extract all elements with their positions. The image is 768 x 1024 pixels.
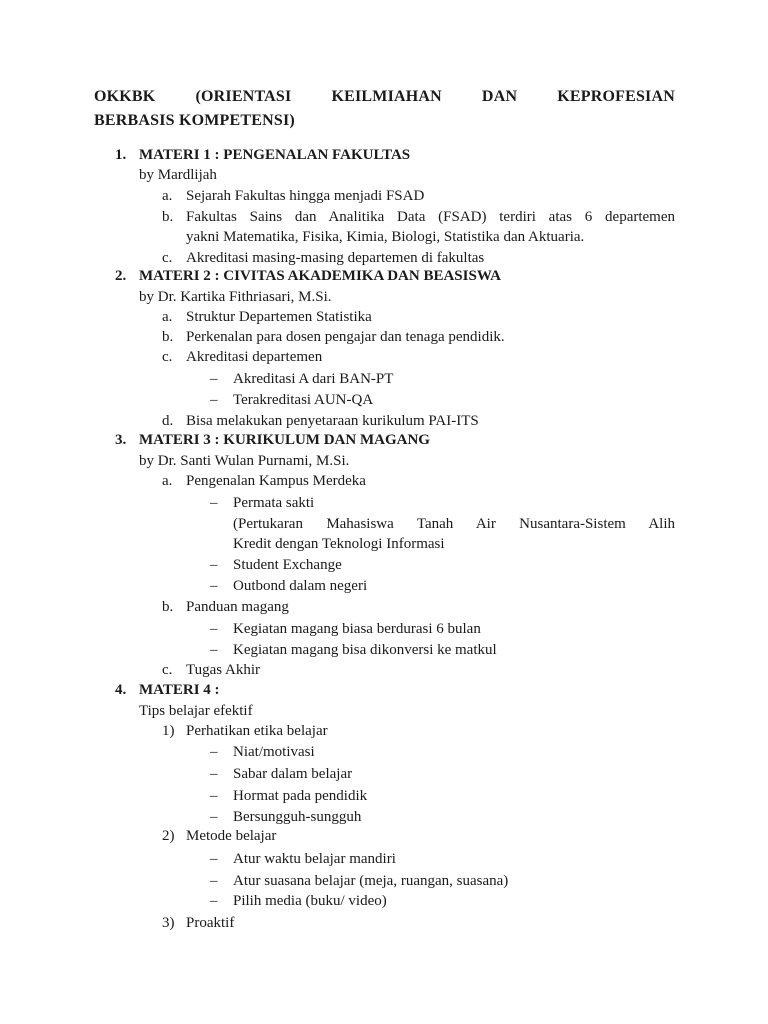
- dash-marker: –: [210, 766, 218, 782]
- list-marker: a.: [162, 309, 173, 325]
- dash-marker: –: [210, 578, 218, 594]
- list-item: Proaktif: [186, 915, 235, 931]
- list-marker: a.: [162, 188, 173, 204]
- sub-list-item: Atur waktu belajar mandiri: [233, 851, 396, 867]
- sub-list-item-continuation: (Pertukaran Mahasiswa Tanah Air Nusantara-Sistem Alih: [233, 516, 675, 532]
- list-item: Metode belajar: [186, 828, 277, 844]
- list-item: Pengenalan Kampus Merdeka: [186, 473, 366, 489]
- materi-2-number: 2.: [115, 268, 127, 284]
- sub-list-item: Kegiatan magang biasa berdurasi 6 bulan: [233, 621, 481, 637]
- list-marker: a.: [162, 473, 173, 489]
- dash-marker: –: [210, 642, 218, 658]
- list-marker: b.: [162, 329, 174, 345]
- list-item: Tugas Akhir: [186, 662, 261, 678]
- sub-list-item: Akreditasi A dari BAN-PT: [233, 371, 394, 387]
- list-marker: 1): [162, 723, 175, 739]
- document-title-line-2: BERBASIS KOMPETENSI): [94, 112, 295, 129]
- materi-2-by: by Dr. Kartika Fithriasari, M.Si.: [139, 289, 332, 305]
- sub-list-item: Pilih media (buku/ video): [233, 893, 387, 909]
- list-marker: 3): [162, 915, 175, 931]
- list-item-continuation: yakni Matematika, Fisika, Kimia, Biologi, Statistika dan Aktuaria.: [186, 229, 585, 245]
- list-item: Bisa melakukan penyetaraan kurikulum PAI-ITS: [186, 413, 479, 429]
- list-marker: 2): [162, 828, 175, 844]
- list-marker: c.: [162, 662, 173, 678]
- materi-4-subtitle: Tips belajar efektif: [139, 703, 253, 719]
- dash-marker: –: [210, 893, 218, 909]
- list-item: Perhatikan etika belajar: [186, 723, 328, 739]
- list-marker: b.: [162, 599, 174, 615]
- materi-3-heading: MATERI 3 : KURIKULUM DAN MAGANG: [139, 432, 430, 448]
- sub-list-item: Atur suasana belajar (meja, ruangan, suasana): [233, 873, 509, 889]
- materi-2-heading: MATERI 2 : CIVITAS AKADEMIKA DAN BEASISWA: [139, 268, 501, 284]
- dash-marker: –: [210, 371, 218, 387]
- list-item: Sejarah Fakultas hingga menjadi FSAD: [186, 188, 425, 204]
- materi-1-by: by Mardlijah: [139, 167, 217, 183]
- sub-list-item: Student Exchange: [233, 557, 342, 573]
- sub-list-item: Sabar dalam belajar: [233, 766, 353, 782]
- list-item: Panduan magang: [186, 599, 289, 615]
- list-marker: b.: [162, 209, 174, 225]
- dash-marker: –: [210, 392, 218, 408]
- sub-list-item: Permata sakti: [233, 495, 315, 511]
- materi-4-heading: MATERI 4 :: [139, 682, 220, 698]
- dash-marker: –: [210, 873, 218, 889]
- sub-list-item: Kegiatan magang bisa dikonversi ke matkul: [233, 642, 497, 658]
- sub-list-item: Bersungguh-sungguh: [233, 809, 362, 825]
- sub-list-item: Terakreditasi AUN-QA: [233, 392, 374, 408]
- sub-list-item: Hormat pada pendidik: [233, 788, 368, 804]
- dash-marker: –: [210, 851, 218, 867]
- dash-marker: –: [210, 809, 218, 825]
- sub-list-item: Niat/motivasi: [233, 744, 315, 760]
- list-marker: c.: [162, 250, 173, 266]
- dash-marker: –: [210, 621, 218, 637]
- list-item: Akreditasi departemen: [186, 349, 323, 365]
- list-item: Fakultas Sains dan Analitika Data (FSAD) terdiri atas 6 departemen: [186, 209, 675, 225]
- list-item: Akreditasi masing-masing departemen di fakultas: [186, 250, 485, 266]
- materi-1-number: 1.: [115, 147, 127, 163]
- list-marker: d.: [162, 413, 174, 429]
- sub-list-item-continuation: Kredit dengan Teknologi Informasi: [233, 536, 445, 552]
- materi-3-number: 3.: [115, 432, 127, 448]
- dash-marker: –: [210, 788, 218, 804]
- document-title-line-1: OKKBK (ORIENTASI KEILMIAHAN DAN KEPROFESIAN: [94, 88, 675, 105]
- materi-1-heading: MATERI 1 : PENGENALAN FAKULTAS: [139, 147, 411, 163]
- dash-marker: –: [210, 744, 218, 760]
- list-item: Struktur Departemen Statistika: [186, 309, 372, 325]
- list-item: Perkenalan para dosen pengajar dan tenaga pendidik.: [186, 329, 505, 345]
- sub-list-item: Outbond dalam negeri: [233, 578, 368, 594]
- dash-marker: –: [210, 557, 218, 573]
- materi-3-by: by Dr. Santi Wulan Purnami, M.Si.: [139, 453, 350, 469]
- list-marker: c.: [162, 349, 173, 365]
- materi-4-number: 4.: [115, 682, 127, 698]
- dash-marker: –: [210, 495, 218, 511]
